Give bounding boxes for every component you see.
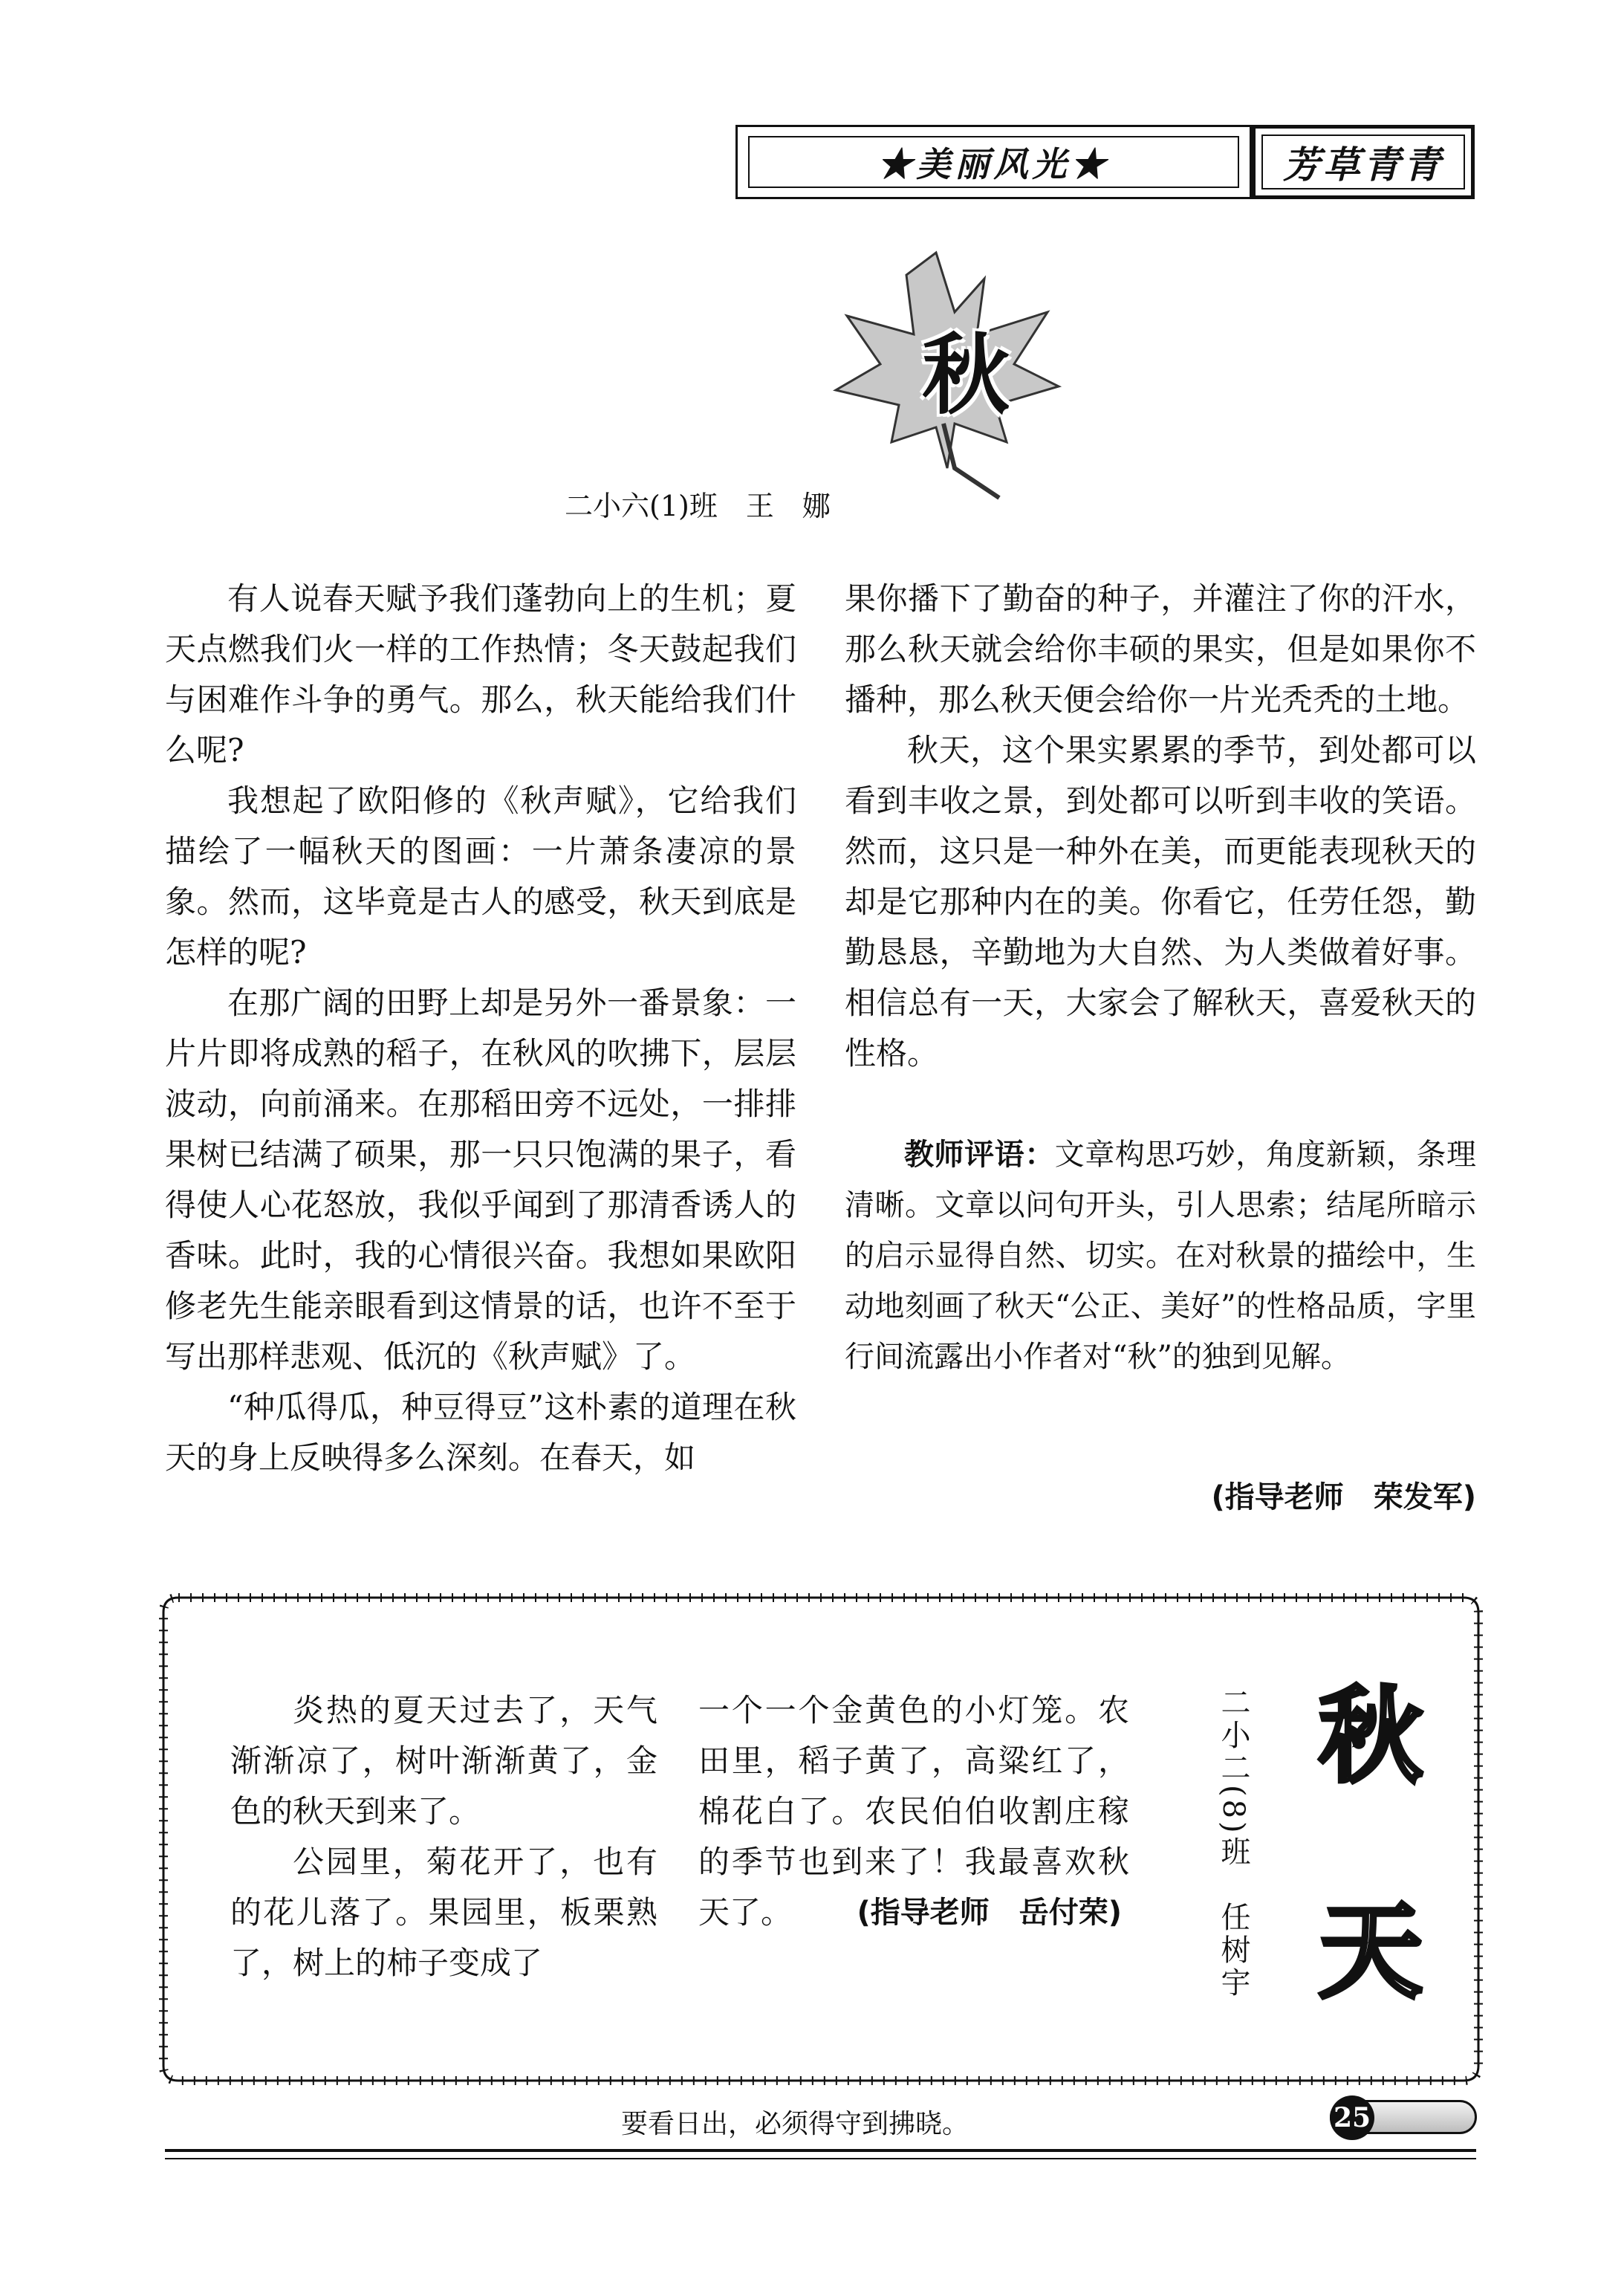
paragraph: 我想起了欧阳修的《秋声赋》，它给我们描绘了一幅秋天的图画：一片萧条凄凉的景象。然而，这毕竟是古人的感受，秋天到底是怎样的呢? — [165, 782, 796, 970]
paragraph: 有人说春天赋予我们蓬勃向上的生机；夏天点燃我们火一样的工作热情；冬天鼓起我们与困难作斗争的勇气。那么，秋天能给我们什么呢? — [165, 580, 796, 768]
article-right-column — [845, 574, 1476, 1382]
footer-rule — [165, 2149, 1476, 2152]
paragraph: 秋天，这个果实累累的季节，到处都可以看到丰收之景，到处都可以听到丰收的笑语。然而，这只是一种外在美，而更能表现秋天的却是它那种内在的美。你看它，任劳任怨，勤勤恳恳，辛勤地为大自然、为人类做着好事。相信总有一天，大家会了解秋天，喜爱秋天的性格。 — [845, 732, 1476, 1072]
paragraph: 炎热的夏天过去了，天气渐渐凉了，树叶渐渐黄了，金色的秋天到来了。 — [230, 1692, 657, 1829]
page-number: 25 — [1330, 2095, 1374, 2140]
article-left-column — [165, 574, 796, 1483]
section-title: ★美丽风光★ — [748, 136, 1239, 188]
vertical-byline: 二小二(8)班 任树宇 — [1216, 1687, 1250, 2000]
box-title-char: 秋 — [1318, 1675, 1423, 1798]
comment-text: 文章构思巧妙，角度新颖，条理清晰。文章以问句开头，引人思索；结尾所暗示的启示显得自然、切实。在对秋景的描绘中，生动地刻画了秋天“公正、美好”的性格品质，字里行间流露出小作者对“秋”的独到见解。 — [845, 1138, 1477, 1374]
footer-motto: 要看日出，必须得守到拂晓。 — [620, 2109, 969, 2139]
box-title-char: 天 — [1318, 1890, 1423, 2013]
teacher-comment — [845, 1129, 1476, 1382]
paragraph: 在那广阔的田野上却是另外一番景象：一片片即将成熟的稻子，在秋风的吹拂下，层层波动，向前涌来。在那稻田旁不远处，一排排果树已结满了硕果，那一只只饱满的果子，看得使人心花怒放，我似乎闻到了那清香诱人的香味。此时，我的心情很兴奋。我想如果欧阳修老先生能亲眼看到这情景的话，也许不至于写出那样悲观、低沉的《秋声赋》了。 — [165, 985, 796, 1375]
comment-label: 教师评语： — [904, 1138, 1055, 1172]
column-name-box — [1252, 125, 1475, 199]
spacer — [845, 1079, 1476, 1129]
article-byline: 二小六(1)班 王 娜 — [565, 490, 831, 522]
section-header-box — [735, 125, 1252, 199]
paragraph-continuation: 果你播下了勤奋的种子，并灌注了你的汗水，那么秋天就会给你丰硕的果实，但是如果你不播种，那么秋天便会给你一片光秃秃的土地。 — [845, 580, 1476, 718]
box-left-column — [230, 1685, 657, 1988]
paragraph-continuation: 一个一个金黄色的小灯笼。农田里，稻子黄了，高粱红了，棉花白了。农民伯伯收割庄稼的季节也到来了！我最喜欢秋天了。 — [698, 1692, 1129, 1931]
column-name: 芳草青青 — [1261, 134, 1465, 189]
footer-rule — [165, 2158, 1476, 2159]
instructor-credit: (指导老师 岳付荣) — [857, 1896, 1122, 1930]
instructor-credit: (指导老师 荣发军) — [1211, 1480, 1476, 1514]
paragraph: 公园里，菊花开了，也有的花儿落了。果园里，板栗熟了，树上的柿子变成了 — [230, 1844, 657, 1981]
paragraph: “种瓜得瓜，种豆得豆”这朴素的道理在秋天的身上反映得多么深刻。在春天，如 — [165, 1389, 796, 1476]
article-title: 秋 — [921, 323, 1010, 427]
